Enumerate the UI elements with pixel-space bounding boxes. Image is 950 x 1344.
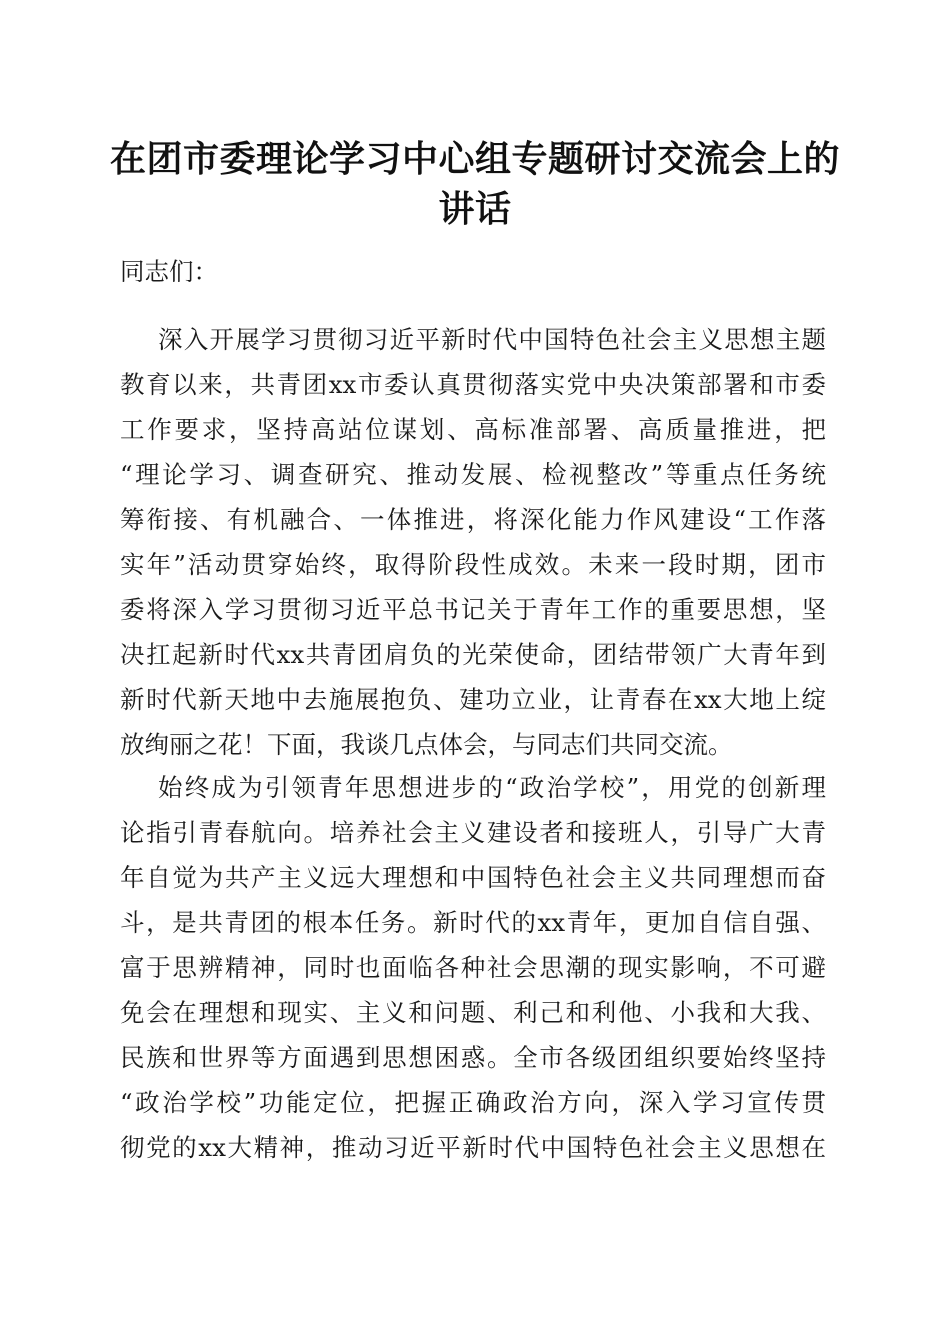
paragraph-1-line: 实年”活动贯穿始终，取得阶段性成效。未来一段时期，团市	[120, 550, 826, 579]
salutation: 同志们：	[120, 257, 218, 286]
paragraph-2-line: 富于思辨精神，同时也面临各种社会思潮的现实影响，不可避	[120, 953, 826, 982]
document-title-line-1: 在团市委理论学习中心组专题研讨交流会上的	[109, 138, 840, 180]
paragraph-2-line: 年自觉为共产主义远大理想和中国特色社会主义共同理想而奋	[120, 863, 826, 892]
document-title-line-2: 讲话	[438, 188, 512, 230]
paragraph-2-line: 免会在理想和现实、主义和问题、利己和利他、小我和大我、	[120, 998, 826, 1027]
paragraph-1-line: 深入开展学习贯彻习近平新时代中国特色社会主义思想主题	[158, 325, 826, 354]
paragraph-1-line: “理论学习、调查研究、推动发展、检视整改”等重点任务统	[120, 460, 826, 489]
paragraph-1-line: 筹衔接、有机融合、一体推进，将深化能力作风建设“工作落	[120, 505, 826, 534]
paragraph-2-line: “政治学校”功能定位，把握正确政治方向，深入学习宣传贯	[120, 1088, 826, 1117]
paragraph-1-line: 工作要求，坚持高站位谋划、高标准部署、高质量推进，把	[120, 415, 826, 444]
paragraph-1-line: 放绚丽之花！下面，我谈几点体会，与同志们共同交流。	[120, 730, 733, 759]
paragraph-1-line: 决扛起新时代xx共青团肩负的光荣使命，团结带领广大青年到	[120, 640, 826, 669]
paragraph-1-line: 委将深入学习贯彻习近平总书记关于青年工作的重要思想，坚	[120, 595, 826, 624]
paragraph-1-line: 教育以来，共青团xx市委认真贯彻落实党中央决策部署和市委	[120, 370, 826, 399]
paragraph-1-line: 新时代新天地中去施展抱负、建功立业，让青春在xx大地上绽	[120, 685, 826, 714]
paragraph-2-line: 斗，是共青团的根本任务。新时代的xx青年，更加自信自强、	[120, 908, 826, 937]
paragraph-2-line: 民族和世界等方面遇到思想困惑。全市各级团组织要始终坚持	[120, 1043, 826, 1072]
paragraph-2-line: 彻党的xx大精神，推动习近平新时代中国特色社会主义思想在	[120, 1133, 826, 1162]
paragraph-2-line: 始终成为引领青年思想进步的“政治学校”，用党的创新理	[158, 773, 826, 802]
paragraph-2-line: 论指引青春航向。培养社会主义建设者和接班人，引导广大青	[120, 818, 826, 847]
